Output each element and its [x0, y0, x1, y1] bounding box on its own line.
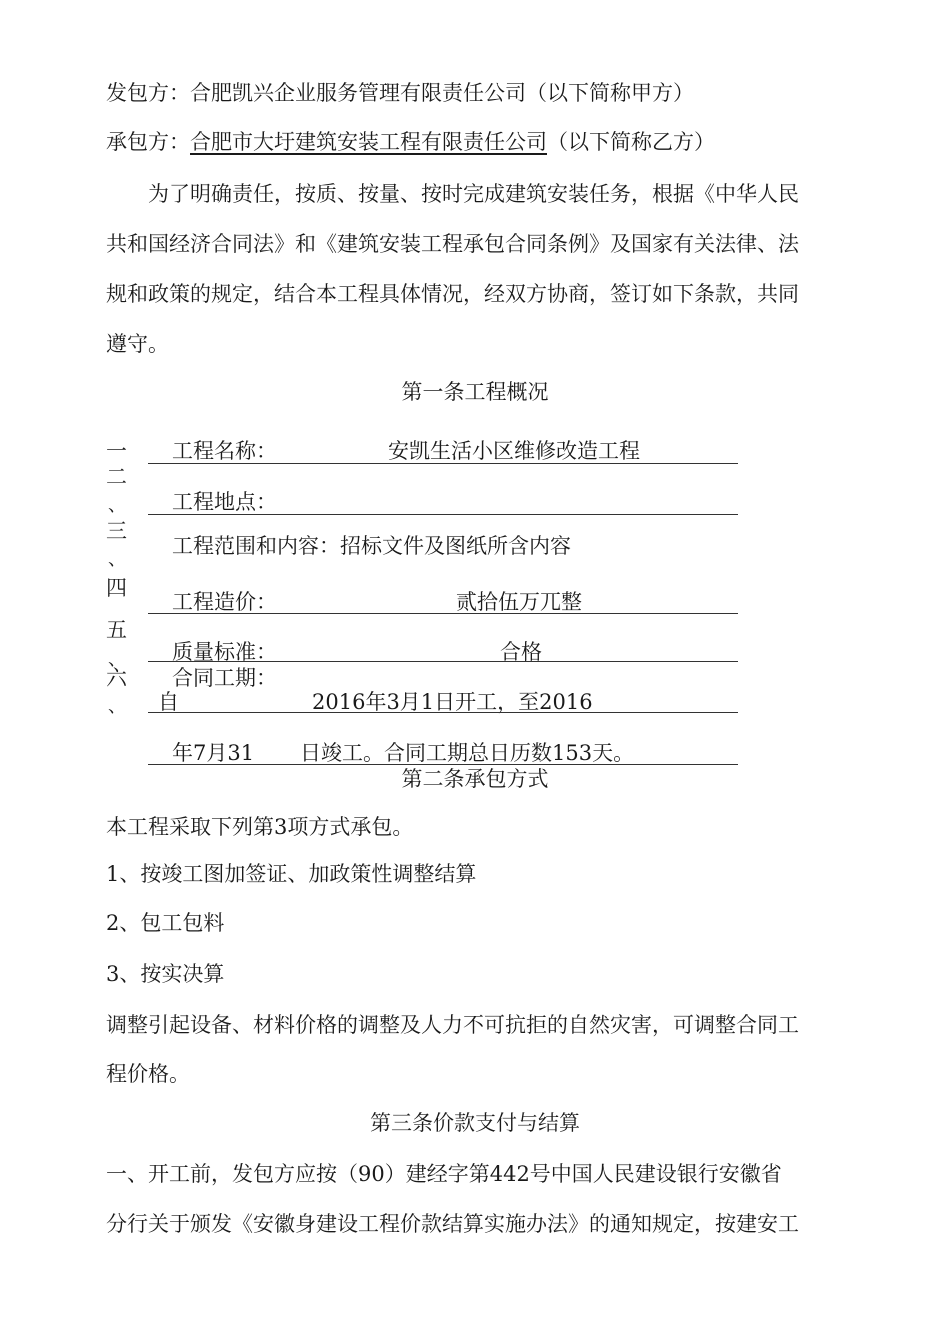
- item-value: 合格: [500, 640, 542, 664]
- section1-title: 第一条工程概况: [401, 380, 549, 404]
- preamble-line: 遵守。: [106, 332, 169, 356]
- item-value: 贰拾伍万兀整: [456, 590, 582, 614]
- fill-line: [148, 514, 738, 515]
- section3-title: 第三条价款支付与结算: [370, 1111, 580, 1135]
- item-label: 工程名称：: [172, 439, 277, 463]
- period-line-2a: 年7月31: [172, 741, 255, 765]
- section2-line: 本工程采取下列第3项方式承包。: [106, 815, 414, 839]
- item-number: 五: [106, 618, 127, 642]
- section2-line: 1、按竣工图加签证、加政策性调整结算: [106, 862, 477, 886]
- fill-line: [148, 463, 738, 464]
- period-prefix: 自: [158, 690, 179, 714]
- contractor-note: （以下简称乙方）: [547, 130, 715, 154]
- item-label: 工程范围和内容：招标文件及图纸所含内容: [172, 534, 571, 558]
- section2-line: 3、按实决算: [106, 962, 225, 986]
- item-mark: 、: [108, 649, 126, 670]
- section3-line: 一、开工前，发包方应按（90）建经字第442号中国人民建设银行安徽省: [106, 1162, 782, 1186]
- section2-line: 2、包工包料: [106, 911, 225, 935]
- issuer-note: （以下简称甲方）: [526, 81, 694, 105]
- item-mark: 、: [108, 495, 126, 516]
- issuer-line: [106, 80, 694, 106]
- section2-line: 调整引起设备、材料价格的调整及人力不可抗拒的自然灾害，可调整合同工: [106, 1013, 799, 1037]
- contractor-name: 合肥市大圩建筑安装工程有限责任公司: [190, 130, 547, 154]
- issuer-name: 合肥凯兴企业服务管理有限责任公司: [190, 81, 526, 105]
- preamble-line: 规和政策的规定，结合本工程具体情况，经双方协商，签订如下条款，共同: [106, 282, 799, 306]
- period-line-2b: 日竣工。合同工期总日历数153天。: [300, 741, 635, 765]
- contractor-line: [106, 129, 715, 155]
- item-mark: 、: [108, 549, 126, 570]
- issuer-label: 发包方：: [106, 81, 190, 105]
- fill-line: [148, 712, 738, 713]
- item-label: 质量标准：: [172, 640, 277, 664]
- section2-line: 程价格。: [106, 1062, 190, 1086]
- preamble-line: 共和国经济合同法》和《建筑安装工程承包合同条例》及国家有关法律、法: [106, 232, 799, 256]
- item-label: 工程地点：: [172, 490, 277, 514]
- item-value: 安凯生活小区维修改造工程: [388, 439, 640, 463]
- item-number: 一: [106, 439, 127, 463]
- fill-line: [148, 764, 738, 765]
- fill-line: [148, 613, 738, 614]
- item-label: 合同工期：: [172, 666, 277, 690]
- item-mark: 、: [108, 696, 126, 717]
- item-number: 二: [106, 465, 127, 489]
- item-number: 六: [106, 666, 127, 690]
- item-number: 三: [106, 519, 127, 543]
- section3-line: 分行关于颁发《安徽身建设工程价款结算实施办法》的通知规定，按建安工: [106, 1212, 799, 1236]
- item-label: 工程造价：: [172, 590, 277, 614]
- item-number: 四: [106, 576, 127, 600]
- preamble-line: 为了明确责任，按质、按量、按时完成建筑安装任务，根据《中华人民: [106, 182, 799, 206]
- section2-title: 第二条承包方式: [401, 767, 549, 791]
- contractor-label: 承包方：: [106, 130, 190, 154]
- fill-line: [148, 661, 738, 662]
- period-line-1: 2016年3月1日开工，至2016: [312, 690, 593, 714]
